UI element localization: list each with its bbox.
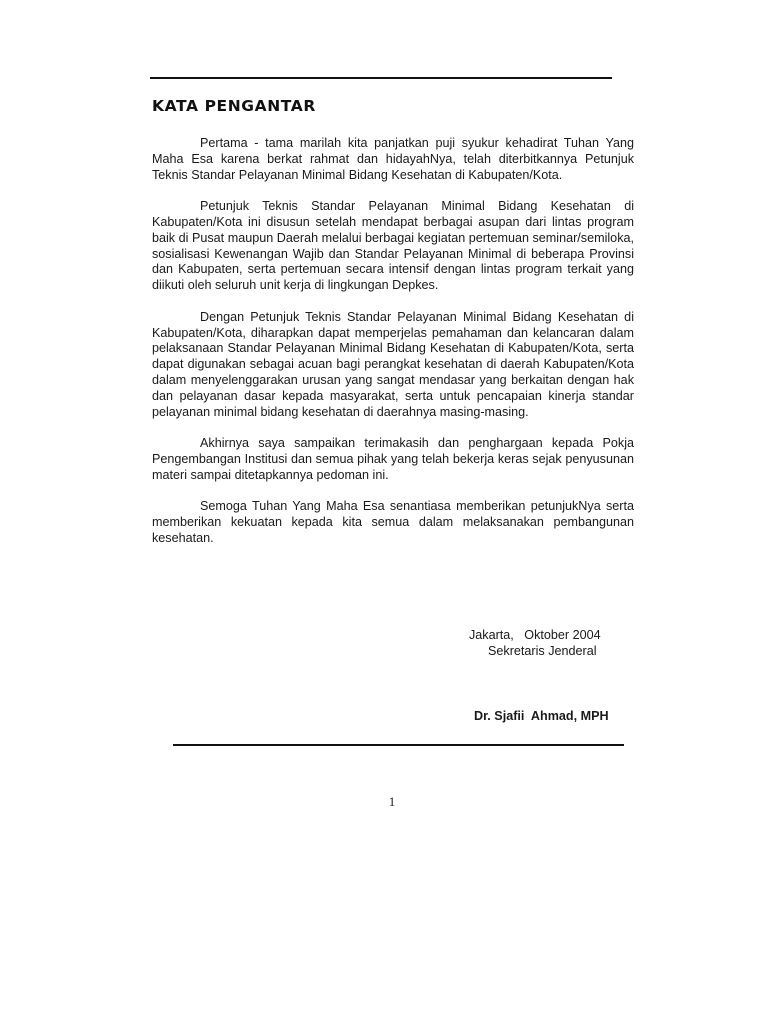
bottom-horizontal-rule <box>173 744 624 746</box>
document-title: KATA PENGANTAR <box>152 97 316 115</box>
signatory-position: Sekretaris Jenderal <box>488 644 597 658</box>
paragraph-background: Petunjuk Teknis Standar Pelayanan Minimal Bidang Kesehatan di Kabupaten/Kota ini disusun setelah mendapat berbagai asupan dari lintas program baik di Pusat maupun Daerah melalui berbagai kegiatan pertemuan seminar/semiloka, sosialisasi Kewenangan Wajib dan Standar Pelayanan Minimal di beberapa Provinsi dan Kabupaten, serta pertemuan secara intensif dengan lintas program terkait yang diikuti oleh seluruh unit kerja di lingkungan Depkes. <box>152 199 634 293</box>
place-and-date: Jakarta, Oktober 2004 <box>469 628 601 642</box>
paragraph-acknowledgement: Akhirnya saya sampaikan terimakasih dan penghargaan kepada Pokja Pengembangan Institusi dan semua pihak yang telah bekerja keras sejak penyusunan materi sampai ditetapkannya pedoman ini. <box>152 436 634 482</box>
paragraph-purpose: Dengan Petunjuk Teknis Standar Pelayanan Minimal Bidang Kesehatan di Kabupaten/Kota, diharapkan dapat memperjelas pemahaman dan kelancaran dalam pelaksanaan Standar Pelayanan Minimal Bidang Kesehatan di Kabupaten/Kota, serta dapat digunakan sebagai acuan bagi perangkat kesehatan di daerah Kabupaten/Kota dalam menyelenggarakan urusan yang sangat mendasar yang berkaitan dengan hak dan pelayanan dasar kepada masyarakat, serta untuk pencapaian kinerja standar pelayanan minimal bidang kesehatan di daerahnya masing-masing. <box>152 309 634 419</box>
page-number: 1 <box>388 794 396 809</box>
paragraph-closing-prayer: Semoga Tuhan Yang Maha Esa senantiasa memberikan petunjukNya serta memberikan kekuatan kepada kita semua dalam melaksanakan pembangunan kesehatan. <box>152 499 634 545</box>
signatory-name: Dr. Sjafii Ahmad, MPH <box>474 709 609 723</box>
document-body <box>152 136 634 563</box>
paragraph-opening: Pertama - tama marilah kita panjatkan puji syukur kehadirat Tuhan Yang Maha Esa karena berkat rahmat dan hidayahNya, telah diterbitkannya Petunjuk Teknis Standar Pelayanan Minimal Bidang Kesehatan di Kabupaten/Kota. <box>152 136 634 182</box>
top-horizontal-rule <box>150 77 612 79</box>
